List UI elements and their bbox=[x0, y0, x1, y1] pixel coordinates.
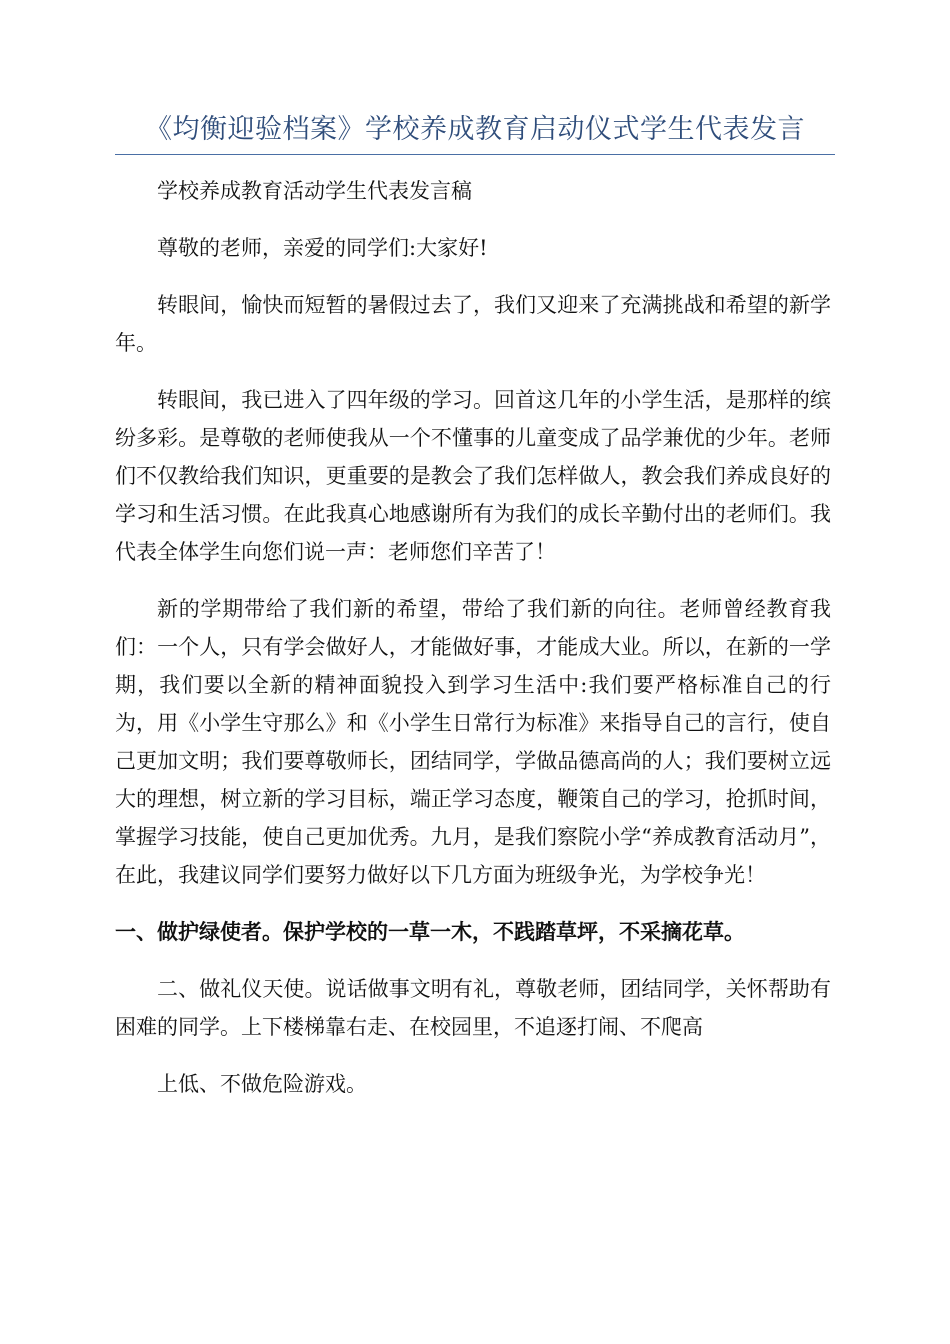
paragraph-new-term: 转眼间，愉快而短暂的暑假过去了，我们又迎来了充满挑战和希望的新学年。 bbox=[115, 293, 831, 355]
paragraph-item-one: 一、做护绿使者。保护学校的一草一木，不践踏草坪，不采摘花草。 bbox=[115, 920, 745, 944]
paragraph-greeting: 尊敬的老师，亲爱的同学们:大家好! bbox=[157, 236, 488, 260]
paragraph-item-two-continued: 上低、不做危险游戏。 bbox=[157, 1072, 367, 1096]
paragraph-item-two: 二、做礼仪天使。说话做事文明有礼，尊敬老师，团结同学，关怀帮助有困难的同学。上下楼梯靠右走、在校园里，不追逐打闹、不爬高 bbox=[115, 977, 831, 1039]
paragraph-thanks-teachers: 转眼间，我已进入了四年级的学习。回首这几年的小学生活，是那样的缤纷多彩。是尊敬的老师使我从一个不懂事的儿童变成了品学兼优的少年。老师们不仅教给我们知识，更重要的是教会了我们怎样做人，教会我们养成良好的学习和生活习惯。在此我真心地感谢所有为我们的成长辛勤付出的老师们。我代表全体学生向您们说一声：老师您们辛苦了！ bbox=[115, 388, 831, 564]
paragraph-subtitle: 学校养成教育活动学生代表发言稿 bbox=[157, 179, 472, 203]
title-underline bbox=[115, 154, 835, 155]
document-body bbox=[115, 172, 831, 1122]
paragraph-new-semester: 新的学期带给了我们新的希望，带给了我们新的向往。老师曾经教育我们：一个人，只有学会做好人，才能做好事，才能成大业。所以，在新的一学期，我们要以全新的精神面貌投入到学习生活中:我们要严格标准自己的行为，用《小学生守那么》和《小学生日常行为标准》来指导自己的言行，使自己更加文明；我们要尊敬师长，团结同学，学做品德高尚的人；我们要树立远大的理想，树立新的学习目标，端正学习态度，鞭策自己的学习，抢抓时间，掌握学习技能，使自己更加优秀。九月，是我们察院小学“养成教育活动月”，在此，我建议同学们要努力做好以下几方面为班级争光，为学校争光！ bbox=[115, 597, 831, 887]
document-title: 《均衡迎验档案》学校养成教育启动仪式学生代表发言 bbox=[145, 114, 805, 145]
